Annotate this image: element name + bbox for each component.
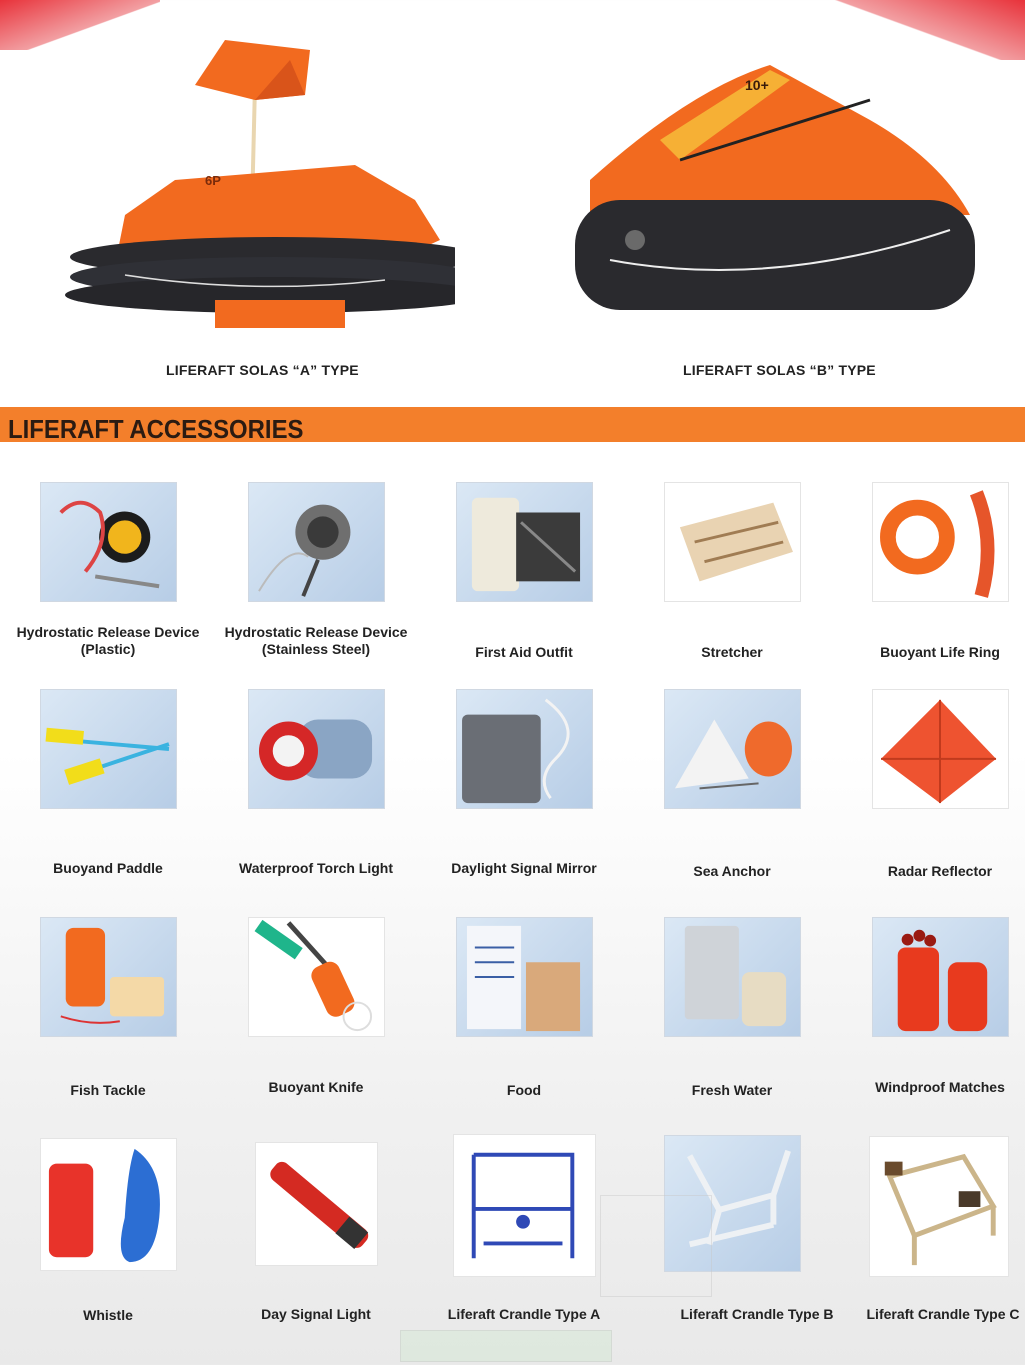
label-radar-reflector: Radar Reflector (887, 863, 993, 879)
label-waterproof-torch-light: Waterproof Torch Light (239, 860, 393, 876)
raft-b-caption: LIFERAFT SOLAS “B” TYPE (683, 362, 876, 378)
background-box-decoration (600, 1195, 712, 1297)
sea-anchor-image (664, 689, 801, 809)
buoyant-life-ring-image (872, 482, 1009, 602)
corner-decoration-right (815, 0, 1025, 60)
fresh-water-image (664, 917, 801, 1037)
label-buoyant-paddle: Buoyand Paddle (53, 860, 163, 876)
first-aid-outfit-image (456, 482, 593, 602)
raft-b-marking: 10+ (745, 77, 769, 93)
label-liferaft-cradle-c: Liferaft Crandle Type C (866, 1306, 1020, 1322)
day-signal-light-image (255, 1142, 378, 1266)
buoyant-paddle-image (40, 689, 177, 809)
hydrostatic-release-steel-image (248, 482, 385, 602)
label-hydrostatic-release-plastic: Hydrostatic Release Device (Plastic) (16, 624, 200, 657)
liferaft-a-image (55, 25, 455, 330)
hydrostatic-release-plastic-image (40, 482, 177, 602)
label-food: Food (506, 1082, 542, 1098)
label-first-aid-outfit: First Aid Outfit (475, 644, 573, 660)
label-day-signal-light: Day Signal Light (261, 1306, 371, 1322)
label-liferaft-cradle-a: Liferaft Crandle Type A (447, 1306, 601, 1322)
label-hydrostatic-release-steel: Hydrostatic Release Device (Stainless Steel) (224, 624, 408, 657)
radar-reflector-image (872, 689, 1009, 809)
buoyant-knife-image (248, 917, 385, 1037)
liferaft-cradle-a-image (453, 1134, 596, 1277)
windproof-matches-image (872, 917, 1009, 1037)
liferaft-cradle-c-image (869, 1136, 1009, 1277)
background-floor-decoration (400, 1330, 612, 1362)
raft-a-caption: LIFERAFT SOLAS “A” TYPE (166, 362, 359, 378)
label-daylight-signal-mirror: Daylight Signal Mirror (451, 860, 597, 876)
label-stretcher: Stretcher (701, 644, 763, 660)
label-fish-tackle: Fish Tackle (70, 1082, 146, 1098)
liferaft-b-image (570, 60, 980, 315)
raft-a-marking: 6P (205, 173, 221, 188)
label-buoyant-knife: Buoyant Knife (268, 1079, 364, 1095)
waterproof-torch-light-image (248, 689, 385, 809)
daylight-signal-mirror-image (456, 689, 593, 809)
food-image (456, 917, 593, 1037)
label-sea-anchor: Sea Anchor (693, 863, 771, 879)
whistle-image (40, 1138, 177, 1271)
label-windproof-matches: Windproof Matches (875, 1079, 1005, 1095)
stretcher-image (664, 482, 801, 602)
label-buoyant-life-ring: Buoyant Life Ring (880, 644, 1000, 660)
label-whistle: Whistle (83, 1307, 133, 1323)
section-title: LIFERAFT ACCESSORIES (8, 414, 304, 444)
label-fresh-water: Fresh Water (691, 1082, 773, 1098)
label-liferaft-cradle-b: Liferaft Crandle Type B (680, 1306, 834, 1322)
fish-tackle-image (40, 917, 177, 1037)
